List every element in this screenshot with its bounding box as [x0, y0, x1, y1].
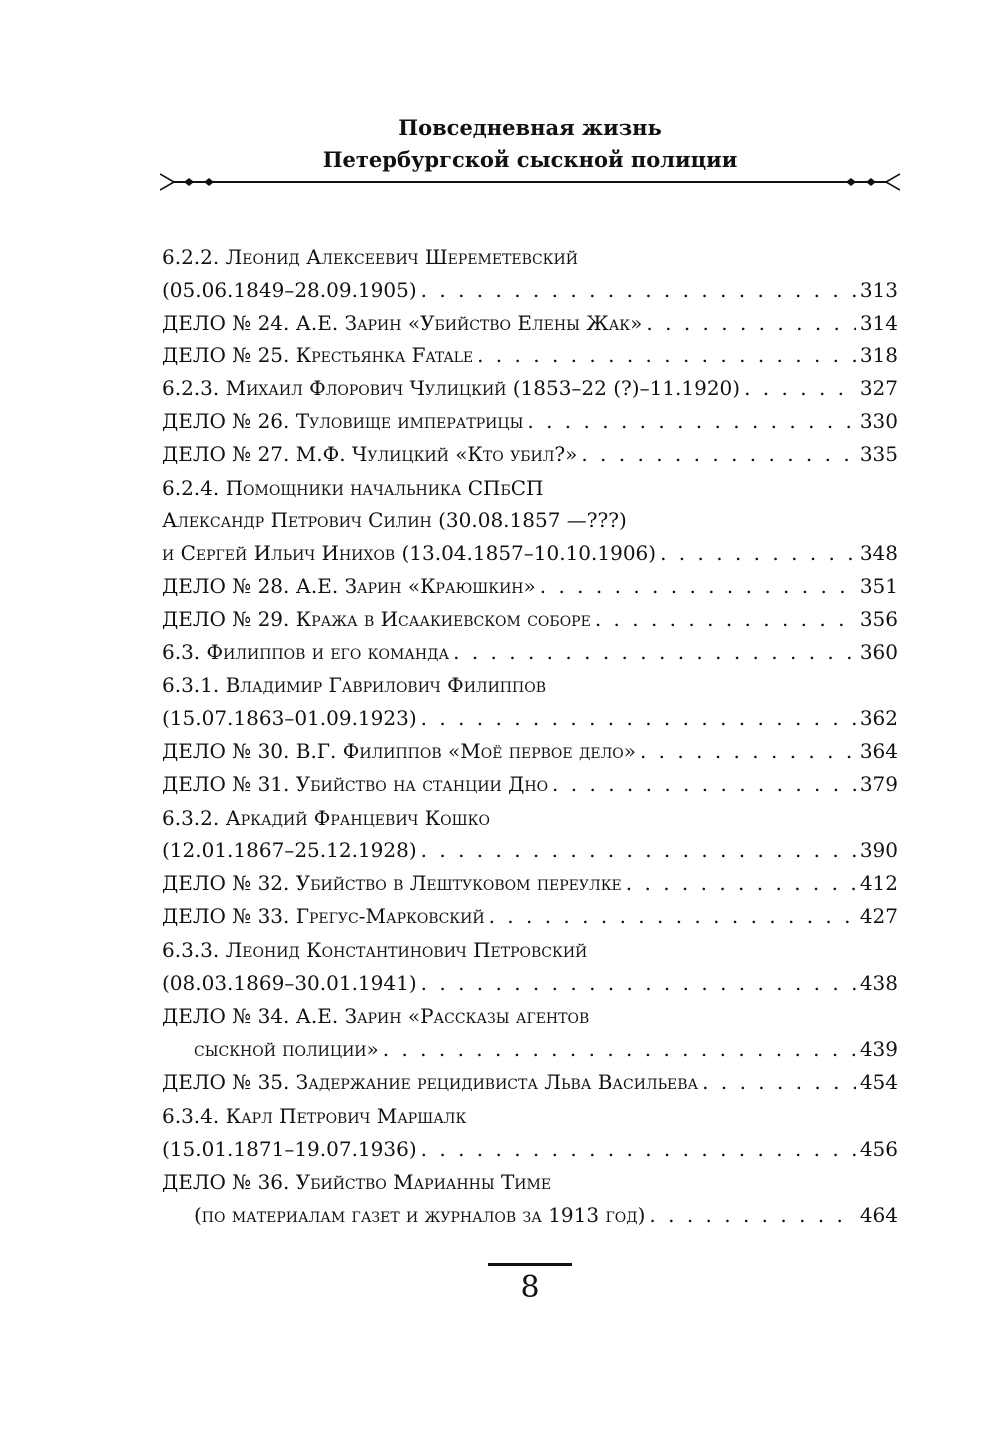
toc-entry-title: ДЕЛО № 29. Кража в Исаакиевском соборе — [162, 606, 591, 631]
toc-entry-line: Александр Петрович Силин (30.08.1857 —???) — [162, 508, 627, 533]
toc-entry-title: ДЕЛО № 31. Убийство на станции Дно — [162, 771, 549, 796]
toc-entry — [162, 241, 898, 307]
toc-entry — [162, 900, 898, 933]
toc-page-number: 427 — [859, 903, 898, 928]
dot-leader — [489, 900, 856, 933]
toc-entry — [162, 768, 898, 801]
toc-entry-row — [162, 735, 898, 768]
toc-page-number: 464 — [859, 1203, 898, 1228]
toc-entry-row — [162, 768, 898, 801]
toc-entry-row — [162, 372, 898, 405]
toc-page-number: 351 — [859, 573, 898, 598]
toc-entry-row — [162, 867, 898, 900]
toc-page-number: 356 — [859, 606, 898, 631]
toc-entry — [162, 438, 898, 471]
dot-leader — [421, 274, 856, 307]
toc-page-number: 313 — [859, 277, 898, 302]
dot-leader — [552, 768, 856, 801]
toc-entry-line: 6.3.2. Аркадий Францевич Кошко — [162, 805, 490, 830]
dot-leader — [421, 702, 856, 735]
toc-entry-title: ДЕЛО № 35. Задержание рецидивиста Льва Васильева — [162, 1069, 699, 1094]
toc-entry-title: ДЕЛО № 26. Туловище императрицы — [162, 408, 524, 433]
double-diamond-rule-icon — [160, 170, 900, 194]
toc-entry-row — [162, 1033, 898, 1066]
toc-entry — [162, 802, 898, 868]
toc-entry-title: ДЕЛО № 27. М.Ф. Чулицкий «Кто убил?» — [162, 441, 578, 466]
dot-leader — [527, 405, 855, 438]
toc-page-number: 456 — [859, 1136, 898, 1161]
toc-entry-line: 6.3.4. Карл Петрович Маршалк — [162, 1103, 467, 1128]
toc-entry — [162, 472, 898, 570]
toc-page-number: 335 — [859, 441, 898, 466]
dot-leader — [702, 1066, 856, 1099]
toc-entry-title: 6.2.3. Михаил Флорович Чулицкий (1853–22 (?)–11.1920) — [162, 376, 741, 401]
toc-page-number: 314 — [859, 310, 898, 335]
toc-entry-row — [162, 1133, 898, 1166]
toc-entry-row — [162, 900, 898, 933]
toc-page-number: 360 — [859, 639, 898, 664]
toc-entry — [162, 735, 898, 768]
running-header — [160, 112, 900, 176]
toc-page-number: 364 — [859, 738, 898, 763]
toc-entry-title: (15.01.1871–19.07.1936) — [162, 1136, 417, 1161]
toc-entry — [162, 1166, 898, 1232]
toc-page-number: 327 — [859, 376, 898, 401]
toc-entry — [162, 636, 898, 669]
dot-leader — [477, 339, 856, 372]
dot-leader — [540, 570, 856, 603]
toc-page-number: 330 — [859, 408, 898, 433]
toc-entry-title: (05.06.1849–28.09.1905) — [162, 277, 417, 302]
toc-entry — [162, 669, 898, 735]
dot-leader — [421, 1133, 856, 1166]
toc-page-number: 318 — [859, 343, 898, 368]
dot-leader — [581, 438, 855, 471]
toc-entry-title: (08.03.1869–30.01.1941) — [162, 970, 417, 995]
dot-leader — [660, 537, 856, 570]
toc-entry-title: и Сергей Ильич Инихов (13.04.1857–10.10.1906) — [162, 541, 657, 566]
toc-page-number: 362 — [859, 706, 898, 731]
toc-entry-title: 6.3. Филиппов и его команда — [162, 639, 450, 664]
toc-entry-row — [162, 307, 898, 340]
toc-entry-row — [162, 438, 898, 471]
toc-entry-title: (по материалам газет и журналов за 1913 год) — [194, 1203, 646, 1228]
toc-entry-row — [162, 570, 898, 603]
toc-entry — [162, 307, 898, 340]
toc-entry — [162, 1100, 898, 1166]
toc-entry — [162, 1000, 898, 1066]
table-of-contents — [162, 240, 898, 1232]
page-number-rule — [488, 1263, 572, 1266]
toc-entry-title: ДЕЛО № 28. А.Е. Зарин «Краюшкин» — [162, 573, 536, 598]
toc-entry-row — [162, 603, 898, 636]
toc-entry-row — [162, 339, 898, 372]
toc-entry-row — [162, 967, 898, 1000]
toc-entry-title: ДЕЛО № 25. Крестьянка Fatale — [162, 343, 474, 368]
toc-entry-row — [162, 636, 898, 669]
dot-leader — [421, 967, 856, 1000]
dot-leader — [421, 834, 856, 867]
toc-entry — [162, 372, 898, 405]
header-line-1: Повседневная жизнь — [398, 115, 662, 140]
toc-entry-line: 6.3.3. Леонид Константинович Петровский — [162, 937, 588, 962]
toc-entry-row — [162, 537, 898, 570]
toc-entry-row — [162, 405, 898, 438]
page-number: 8 — [520, 1270, 540, 1305]
toc-entry-title: сыскной полиции» — [194, 1037, 379, 1062]
dot-leader — [640, 735, 856, 768]
toc-entry-title: ДЕЛО № 32. Убийство в Лештуковом переулке — [162, 871, 622, 896]
toc-page-number: 390 — [859, 838, 898, 863]
toc-entry-title: (12.01.1867–25.12.1928) — [162, 838, 417, 863]
toc-entry-row — [162, 702, 898, 735]
toc-page-number: 454 — [859, 1069, 898, 1094]
toc-entry-line: ДЕЛО № 36. Убийство Марианны Тиме — [162, 1170, 552, 1195]
toc-entry-title: (15.07.1863–01.09.1923) — [162, 706, 417, 731]
toc-entry — [162, 603, 898, 636]
toc-entry — [162, 570, 898, 603]
toc-entry-line: 6.2.2. Леонид Алексеевич Шереметевский — [162, 245, 578, 269]
toc-entry-row — [162, 1199, 898, 1232]
toc-entry-row — [162, 1066, 898, 1099]
dot-leader — [383, 1033, 856, 1066]
toc-page-number: 412 — [859, 871, 898, 896]
toc-page-number: 439 — [859, 1037, 898, 1062]
toc-entry — [162, 405, 898, 438]
dot-leader — [595, 603, 856, 636]
dot-leader — [649, 1199, 855, 1232]
toc-entry-row — [162, 834, 898, 867]
toc-entry-title: ДЕЛО № 24. А.Е. Зарин «Убийство Елены Жак» — [162, 310, 643, 335]
toc-entry — [162, 339, 898, 372]
toc-entry — [162, 1066, 898, 1099]
dot-leader — [453, 636, 856, 669]
toc-page-number: 438 — [859, 970, 898, 995]
toc-entry-line: 6.3.1. Владимир Гаврилович Филиппов — [162, 673, 546, 698]
toc-page-number: 379 — [859, 771, 898, 796]
toc-entry-row — [162, 274, 898, 307]
toc-entry-line: 6.2.4. Помощники начальника СПбСП — [162, 475, 544, 500]
dot-leader — [744, 372, 856, 405]
dot-leader — [626, 867, 856, 900]
toc-entry-line: ДЕЛО № 34. А.Е. Зарин «Рассказы агентов — [162, 1004, 590, 1029]
header-line-2: Петербургской сыскной полиции — [322, 147, 738, 172]
toc-page-number: 348 — [859, 541, 898, 566]
toc-entry-title: ДЕЛО № 30. В.Г. Филиппов «Моё первое дело» — [162, 738, 636, 763]
toc-entry — [162, 934, 898, 1000]
dot-leader — [646, 307, 855, 340]
toc-entry — [162, 867, 898, 900]
toc-entry-title: ДЕЛО № 33. Грегус-Марковский — [162, 903, 485, 928]
